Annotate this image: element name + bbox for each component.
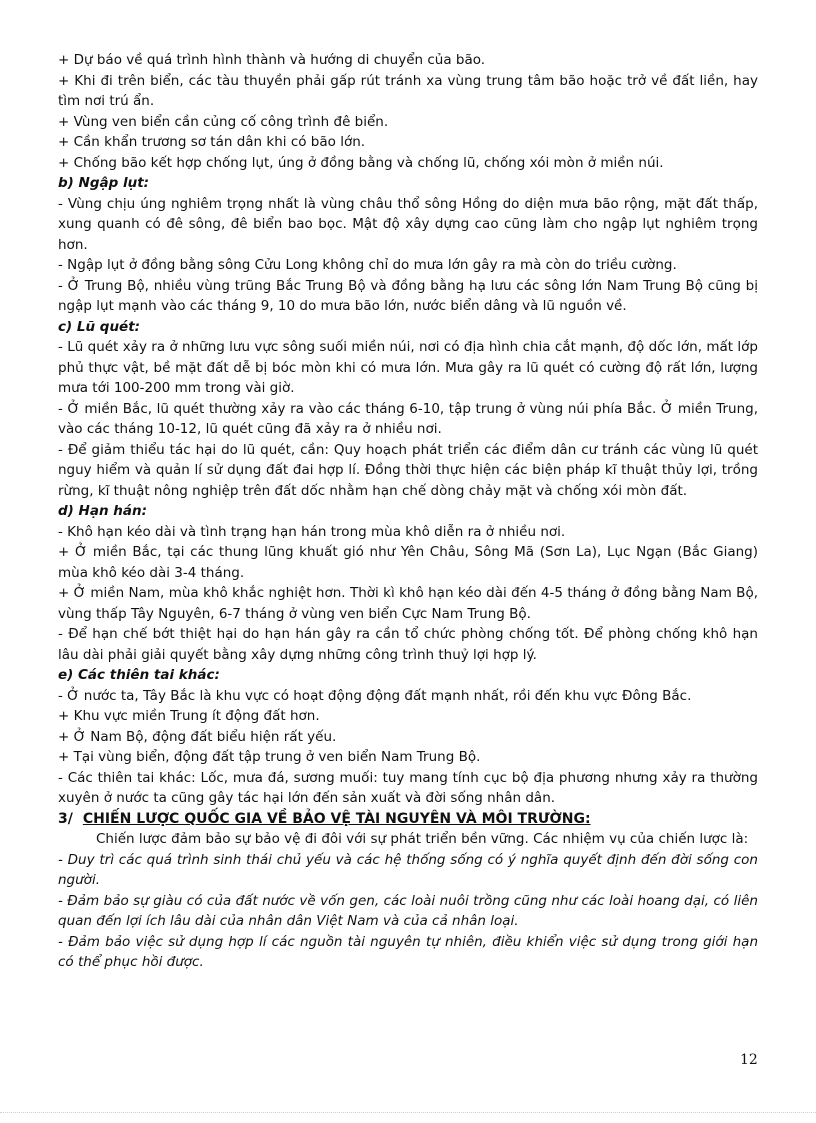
drought-item-2: + Ở miền Bắc, tại các thung lũng khuất gió như Yên Châu, Sông Mã (Sơn La), Lục Ngạn (Bắc Giang) mùa khô kéo dài 3-4 tháng. xyxy=(58,544,758,581)
other-disasters-item-2: + Khu vực miền Trung ít động đất hơn. xyxy=(58,708,320,724)
other-disasters-item-1: - Ở nước ta, Tây Bắc là khu vực có hoạt động động đất mạnh nhất, rồi đến khu vực Đông Bắc. xyxy=(58,687,692,704)
other-disasters-heading: e) Các thiên tai khác: xyxy=(58,667,220,683)
storm-item-2: + Khi đi trên biển, các tàu thuyền phải gấp rút tránh xa vùng trung tâm bão hoặc trở về đất liền, hay tìm nơi trú ẩn. xyxy=(58,72,758,109)
page-bottom-divider xyxy=(0,1112,816,1113)
flood-item-2: - Ngập lụt ở đồng bằng sông Cửu Long không chỉ do mưa lớn gây ra mà còn do triều cường. xyxy=(58,257,677,273)
strategy-section-number: 3/ xyxy=(58,810,73,827)
drought-heading: d) Hạn hán: xyxy=(58,503,147,519)
strategy-section-title xyxy=(58,809,758,830)
strategy-task-2: - Đảm bảo sự giàu có của đất nước về vốn gen, các loài nuôi trồng cũng như các loài hoang dại, có liên quan đến lợi ích lâu dài của nhân dân Việt Nam và của cả nhân loại. xyxy=(58,892,758,929)
storm-item-4: + Cần khẩn trương sơ tán dân khi có bão lớn. xyxy=(58,134,366,150)
other-disasters-item-5: - Các thiên tai khác: Lốc, mưa đá, sương muối: tuy mang tính cục bộ địa phương nhưng xảy ra thường xuyên ở nước ta cũng gây tác hại lớn đến sản xuất và đời sống nhân dân. xyxy=(58,769,758,806)
flash-flood-item-2: - Ở miền Bắc, lũ quét thường xảy ra vào các tháng 6-10, tập trung ở vùng núi phía Bắc. Ở miền Trung, vào các tháng 10-12, lũ quét cũng đã xảy ra ở nhiều nơi. xyxy=(58,400,758,437)
flash-flood-item-1: - Lũ quét xảy ra ở những lưu vực sông suối miền núi, nơi có địa hình chia cắt mạnh, độ dốc lớn, mất lớp phủ thực vật, bề mặt đất dễ bị bóc mòn khi có mưa lớn. Mưa gây ra lũ quét có cường độ rất lớn, lượng mưa tới 100-200 mm trong vài giờ. xyxy=(58,339,758,396)
flood-heading: b) Ngập lụt: xyxy=(58,175,150,191)
strategy-task-3: - Đảm bảo việc sử dụng hợp lí các nguồn tài nguyên tự nhiên, điều khiển việc sử dụng trong giới hạn có thể phục hồi được. xyxy=(58,933,758,970)
flash-flood-heading: c) Lũ quét: xyxy=(58,318,141,335)
other-disasters-item-4: + Tại vùng biển, động đất tập trung ở ven biển Nam Trung Bộ. xyxy=(58,749,481,765)
storm-item-1: + Dự báo về quá trình hình thành và hướng di chuyển của bão. xyxy=(58,52,486,68)
storm-item-5: + Chống bão kết hợp chống lụt, úng ở đồng bằng và chống lũ, chống xói mòn ở miền núi. xyxy=(58,154,664,171)
storm-item-3: + Vùng ven biển cần củng cố công trình đê biển. xyxy=(58,113,389,130)
strategy-section-heading: CHIẾN LƯỢC QUỐC GIA VỀ BẢO VỆ TÀI NGUYÊN VÀ MÔI TRƯỜNG: xyxy=(82,810,591,827)
flood-item-3: - Ở Trung Bộ, nhiều vùng trũng Bắc Trung Bộ và đồng bằng hạ lưu các sông lớn Nam Trung Bộ cũng bị ngập lụt mạnh vào các tháng 9, 10 do mưa bão lớn, nước biển dâng và lũ nguồn về. xyxy=(58,277,758,314)
other-disasters-item-3: + Ở Nam Bộ, động đất biểu hiện rất yếu. xyxy=(58,728,337,745)
drought-item-3: + Ở miền Nam, mùa khô khắc nghiệt hơn. Thời kì khô hạn kéo dài đến 4-5 tháng ở đồng bằng Nam Bộ, vùng thấp Tây Nguyên, 6-7 tháng ở vùng ven biển Cực Nam Trung Bộ. xyxy=(58,585,758,622)
drought-item-1: - Khô hạn kéo dài và tình trạng hạn hán trong mùa khô diễn ra ở nhiều nơi. xyxy=(58,523,566,540)
flash-flood-item-3: - Để giảm thiểu tác hại do lũ quét, cần: Quy hoạch phát triển các điểm dân cư tránh các vùng lũ quét nguy hiểm và quản lí sử dụng đất đai hợp lí. Đồng thời thực hiện các biện pháp kĩ thuật thủy lợi, trồng rừng, kĩ thuật nông nghiệp trên đất dốc nhằm hạn chế dòng chảy mặt và chống xói mòn đất. xyxy=(58,441,758,499)
page-content xyxy=(58,50,758,973)
drought-item-4: - Để hạn chế bớt thiệt hại do hạn hán gây ra cần tổ chức phòng chống tốt. Để phòng chống khô hạn lâu dài phải giải quyết bằng xây dựng những công trình thuỷ lợi hợp lý. xyxy=(58,626,758,663)
strategy-task-1: - Duy trì các quá trình sinh thái chủ yếu và các hệ thống sống có ý nghĩa quyết định đến đời sống con người. xyxy=(58,851,758,888)
strategy-intro: Chiến lược đảm bảo sự bảo vệ đi đôi với sự phát triển bền vững. Các nhiệm vụ của chiến lược là: xyxy=(96,831,749,847)
page-number: 12 xyxy=(740,1052,758,1068)
flood-item-1: - Vùng chịu úng nghiêm trọng nhất là vùng châu thổ sông Hồng do diện mưa bão rộng, mặt đất thấp, xung quanh có đê sông, đê biển bao bọc. Mật độ xây dựng cao cũng làm cho ngập lụt nghiêm trọng hơn. xyxy=(58,195,758,253)
